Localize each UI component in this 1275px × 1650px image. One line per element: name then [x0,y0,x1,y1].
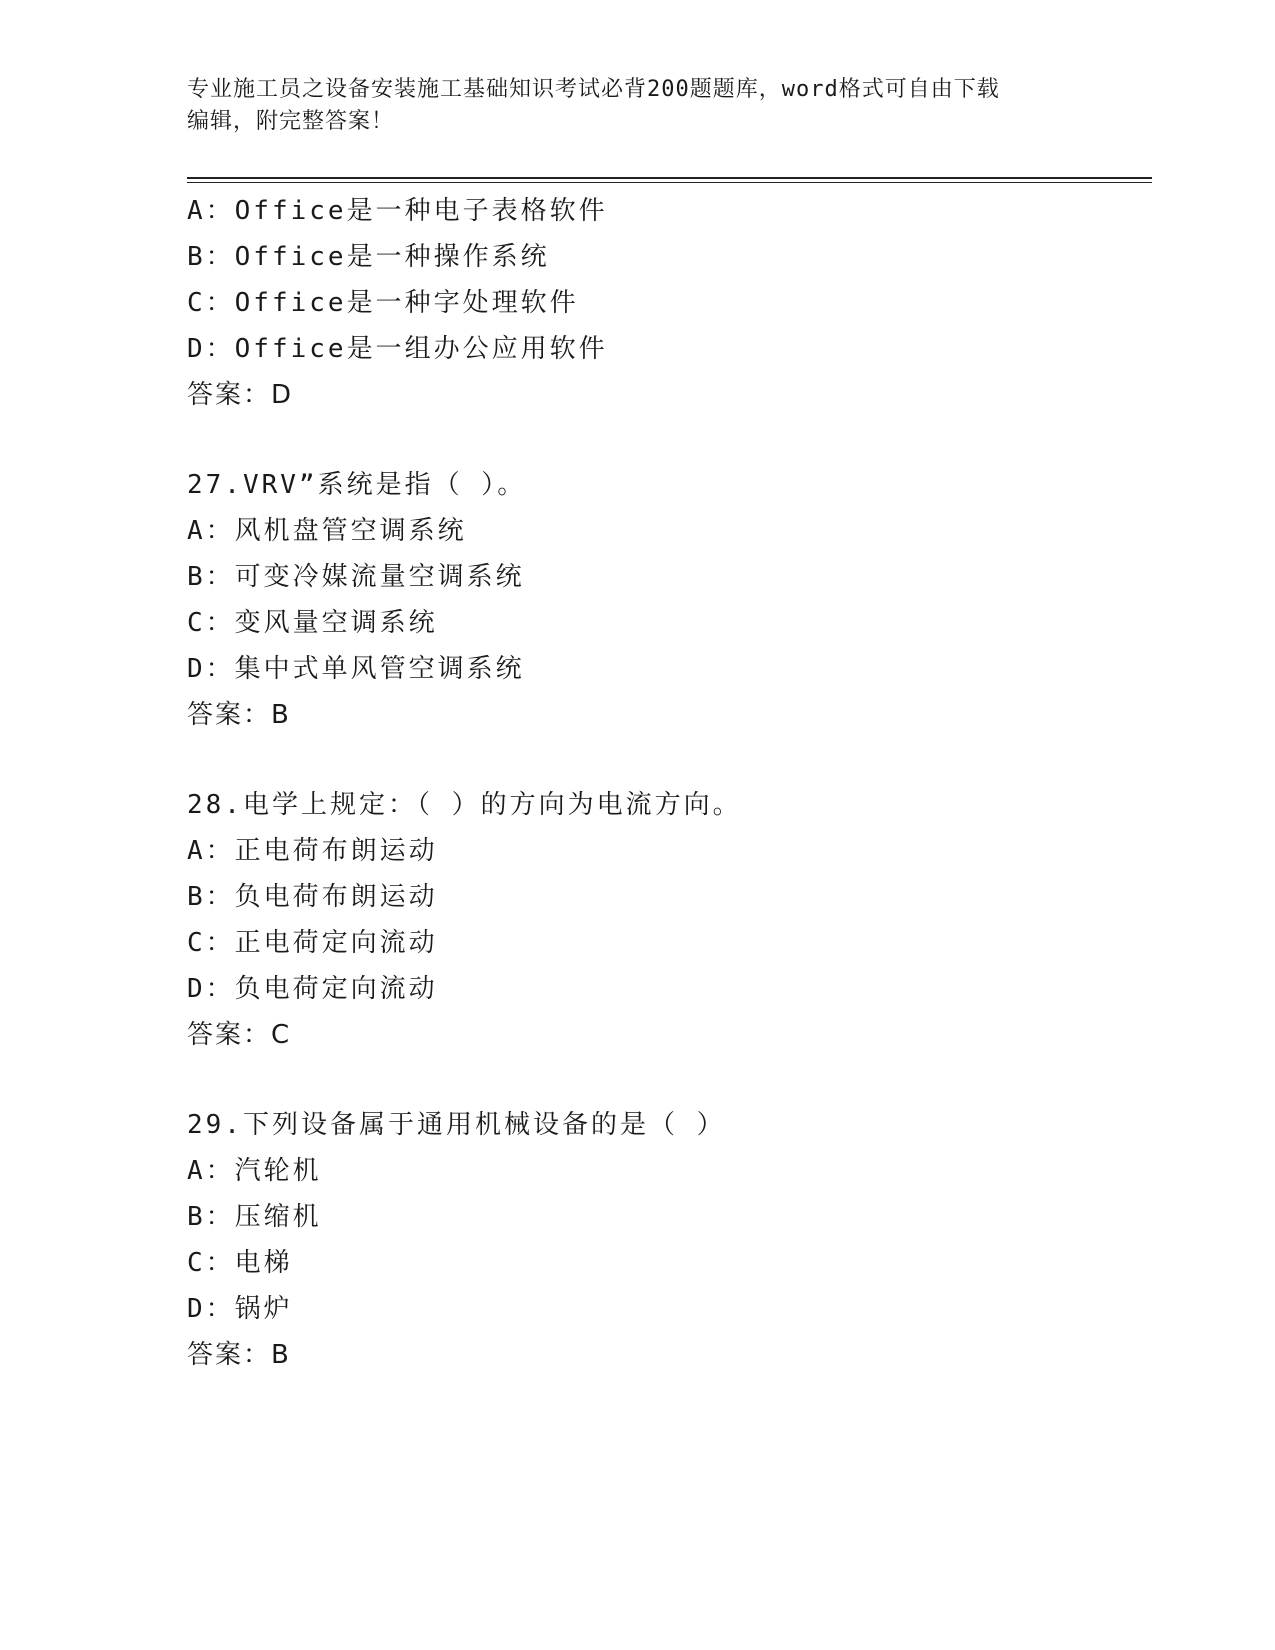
option-d: D：集中式单风管空调系统 [187,654,525,684]
question-text: 27.VRV”系统是指（ ）。 [187,470,527,500]
question-text: 29.下列设备属于通用机械设备的是（ ） [187,1110,726,1140]
answer-line: 答案：C [187,1020,292,1050]
question-block [187,1102,1147,1378]
option-a: A：Office是一种电子表格软件 [187,196,608,226]
block-spacer [187,738,1147,782]
answer-line: 答案：B [187,700,291,730]
option-c: C：电梯 [187,1248,293,1278]
option-d: D：锅炉 [187,1294,293,1324]
option-b: B：负电荷布朗运动 [187,882,438,912]
block-spacer [187,418,1147,462]
header-line-1: 专业施工员之设备安装施工基础知识考试必背200题题库，word格式可自由下载 [187,77,1000,102]
option-b: B：Office是一种操作系统 [187,242,550,272]
question-block [187,782,1147,1058]
question-text: 28.电学上规定：（ ）的方向为电流方向。 [187,790,742,820]
option-c: C：变风量空调系统 [187,608,438,638]
option-a: A：汽轮机 [187,1156,322,1186]
question-block [187,188,1147,418]
answer-line: 答案：D [187,380,294,410]
option-b: B：可变冷媒流量空调系统 [187,562,525,592]
option-d: D：Office是一组办公应用软件 [187,334,608,364]
option-c: C：Office是一种字处理软件 [187,288,579,318]
header-line-2: 编辑，附完整答案！ [187,109,395,134]
header-divider-thin [187,182,1152,183]
option-a: A：正电荷布朗运动 [187,836,438,866]
document-header [187,74,1067,138]
answer-line: 答案：B [187,1340,291,1370]
option-d: D：负电荷定向流动 [187,974,438,1004]
option-b: B：压缩机 [187,1202,322,1232]
question-list [187,188,1147,1378]
header-divider [187,177,1152,179]
question-block [187,462,1147,738]
option-c: C：正电荷定向流动 [187,928,438,958]
option-a: A：风机盘管空调系统 [187,516,467,546]
block-spacer [187,1058,1147,1102]
